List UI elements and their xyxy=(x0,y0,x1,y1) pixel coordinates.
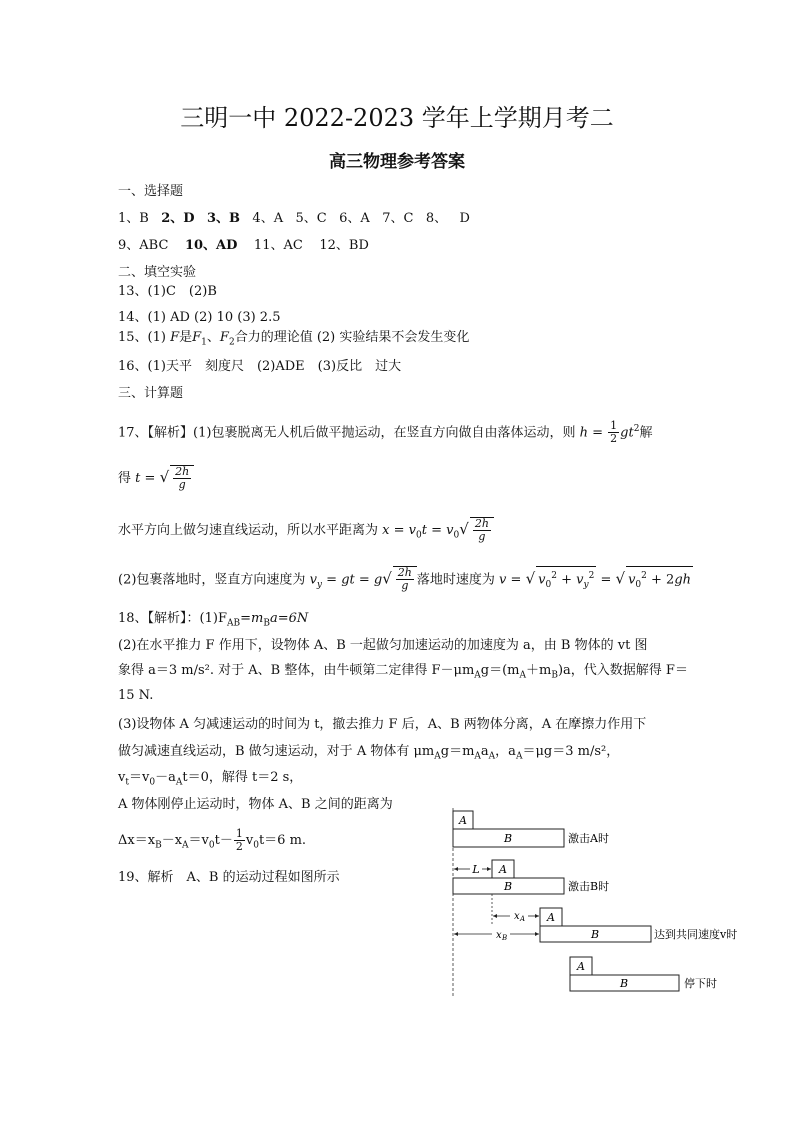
block-a-label-row2: A xyxy=(499,863,507,876)
row1-caption: 激击A时 xyxy=(568,832,609,845)
row2-caption: 激击B时 xyxy=(568,880,610,893)
answer-5: 5、C xyxy=(295,211,327,226)
answer-10: 10、AD xyxy=(184,238,238,253)
q18-line4: 15 N. xyxy=(118,688,154,703)
xb-label: x xyxy=(496,930,502,941)
answer-15: 15、(1) F是$F_1$、$F_2$合力的理论值 (2) 实验结果不会发生变化 xyxy=(118,330,470,348)
xa-arrowhead-left xyxy=(493,914,497,918)
answer-12: 12、BD xyxy=(319,238,369,253)
q17-line1: 17、【解析】(1)包裹脱离无人机后做平抛运动，在竖直方向做自由落体运动，则 h = $\frac{1}{2}$ $gt^2$解 xyxy=(118,419,653,446)
answer-4: 4、A xyxy=(252,211,284,226)
xb-arrowhead-right xyxy=(535,932,539,936)
q18-line9: $\Delta x=x_B-x_A=v_0t-$ $\frac{1}{2}$ $v_0t=6$ m. xyxy=(118,827,307,853)
xb-subscript: B xyxy=(502,934,508,942)
row4-caption: 停下时 xyxy=(684,977,717,990)
xa-label: x xyxy=(514,911,520,922)
q18-line7: $v_t=v_0-a_At=0$，解得 t＝2 s， xyxy=(118,770,303,788)
answer-16: 16、(1)天平 刻度尺 (2)ADE (3)反比 过大 xyxy=(118,359,402,374)
l-label: L xyxy=(472,863,480,876)
block-a-label-row1: A xyxy=(459,814,467,827)
answer-14: 14、(1) AD (2) 10 (3) 2.5 xyxy=(118,310,281,325)
q17-line4: (2)包裹落地时，竖直方向速度为 $v_y$ = gt = g√ $\frac{2h}{g}$ 落地时速度为 v = √ $v_0^2 + v_y^2$ = √ $v_0^2 + 2gh$ xyxy=(118,566,692,593)
answer-6: 6、A xyxy=(339,211,370,226)
xa-subscript: A xyxy=(520,915,526,923)
page-subtitle: 高三物理参考答案 xyxy=(329,152,465,172)
q17-line3: 水平方向上做匀速直线运动，所以水平距离为 $x = v_0t = v_0√$ $\frac{2h}{g}$ xyxy=(118,517,494,545)
section-experiment-heading: 二、填空实验 xyxy=(118,265,197,280)
choice-answers-row2 xyxy=(118,237,369,255)
section-calc-heading: 三、计算题 xyxy=(118,386,184,401)
q18-line6: 做匀减速直线运动，B 做匀速运动，对于 A 物体有 $\mu m_Ag=m_Aa_A$，$a_A=\mu g=3$ m/s²， xyxy=(118,744,620,762)
answer-7: 7、C xyxy=(382,211,414,226)
xb-arrowhead-left xyxy=(454,932,458,936)
block-a-label-row4: A xyxy=(577,960,585,973)
answer-8-value: D xyxy=(459,211,470,226)
block-b-label-row2: B xyxy=(503,880,513,893)
block-b-label-row1: B xyxy=(503,832,513,845)
page-title: 三明一中 2022-2023 学年上学期月考二 xyxy=(180,104,614,132)
row3-caption: 达到共同速度v时 xyxy=(654,928,738,941)
answer-11: 11、AC xyxy=(253,238,303,253)
answer-2: 2、D xyxy=(161,211,195,226)
q18-line5: (3)设物体 A 匀减速运动的时间为 t，撤去推力 F 后，A、B 两物体分离，A 在摩擦力作用下 xyxy=(118,717,647,732)
q18-line3: 象得 a＝3 m/s². 对于 A、B 整体，由牛顿第二定律得 $F-\mu m_Ag=(m_A+m_B)a$，代入数据解得 F＝ xyxy=(118,663,688,681)
q18-line8: A 物体刚停止运动时，物体 A、B 之间的距离为 xyxy=(118,797,393,812)
block-a-label-row3: A xyxy=(547,911,555,924)
q18-line1: 18、【解析】：$(1)F_{AB}=m_Ba=6N$ xyxy=(118,611,309,629)
l-arrowhead-right xyxy=(487,867,491,871)
q17-line2: 得 t = √ $\frac{2h}{g}$ xyxy=(118,465,194,491)
answer-8: 8、 xyxy=(425,211,448,226)
section-choice-heading: 一、选择题 xyxy=(118,184,184,199)
choice-answers-row1 xyxy=(118,210,470,228)
block-b-label-row4: B xyxy=(619,977,629,990)
q19-line1: 19、解析 A、B 的运动过程如图所示 xyxy=(118,870,340,885)
answer-9: 9、ABC xyxy=(118,238,169,253)
l-arrowhead-left xyxy=(454,867,458,871)
answer-1: 1、B xyxy=(118,211,149,226)
motion-diagram xyxy=(448,806,758,998)
q18-line2: (2)在水平推力 F 作用下，设物体 A、B 一起做匀加速运动的加速度为 a，由 B 物体的 vt 图 xyxy=(118,638,648,653)
answer-13: 13、(1)C (2)B xyxy=(118,284,217,299)
answer-3: 3、B xyxy=(206,211,241,226)
block-b-label-row3: B xyxy=(590,928,600,941)
xa-arrowhead-right xyxy=(535,914,539,918)
